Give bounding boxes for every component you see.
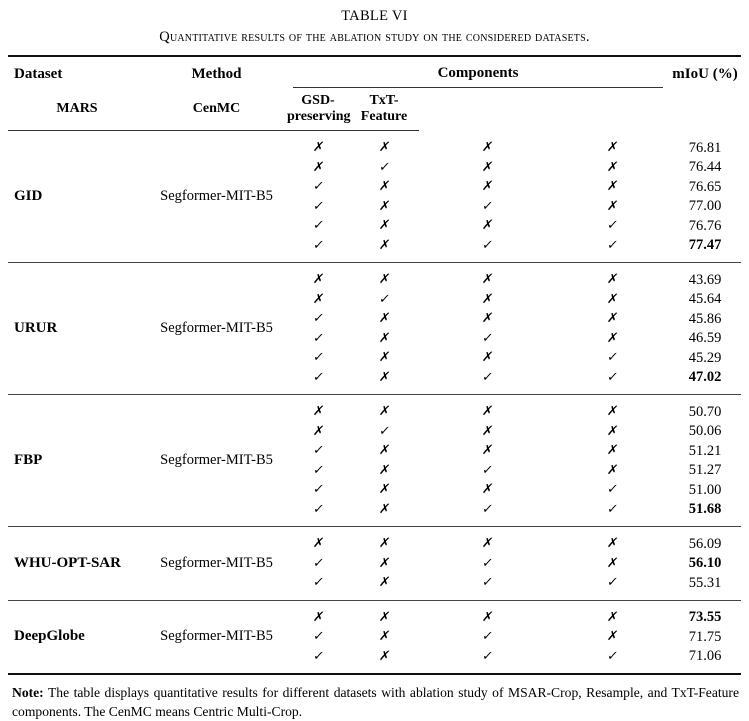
check-icon: ✓ bbox=[605, 218, 620, 233]
component-mark-mars-check bbox=[287, 647, 349, 667]
component-mark-cenmc-cross bbox=[349, 368, 419, 388]
component-mark-txt-feature-check bbox=[556, 573, 669, 593]
header-component-txt-feature: TxT-Feature bbox=[349, 88, 419, 131]
cross-icon: ✗ bbox=[605, 272, 620, 287]
component-mark-cenmc-cross bbox=[349, 236, 419, 256]
component-mark-mars-check bbox=[287, 197, 349, 217]
cross-icon: ✗ bbox=[377, 350, 391, 365]
cross-icon: ✗ bbox=[377, 237, 391, 253]
component-mark-txt-feature-cross bbox=[556, 422, 669, 442]
cross-icon: ✗ bbox=[480, 291, 495, 307]
miou-value: 76.76 bbox=[688, 217, 722, 234]
cross-icon: ✗ bbox=[377, 482, 391, 497]
dataset-name: GID bbox=[14, 188, 43, 204]
component-mark-mars-check bbox=[287, 500, 349, 520]
miou-value: 45.86 bbox=[688, 310, 722, 327]
component-mark-gsd-preserving-cross bbox=[419, 422, 556, 442]
component-mark-mars-cross bbox=[287, 270, 349, 290]
component-mark-cenmc-cross bbox=[349, 197, 419, 217]
cross-icon: ✗ bbox=[605, 462, 620, 478]
cross-icon: ✗ bbox=[480, 179, 495, 194]
component-mark-mars-check bbox=[287, 554, 349, 574]
cross-icon: ✗ bbox=[377, 462, 391, 478]
component-mark-cenmc-cross bbox=[349, 216, 419, 236]
component-mark-gsd-preserving-check bbox=[419, 236, 556, 256]
cross-icon: ✗ bbox=[605, 140, 620, 155]
component-mark-mars-cross bbox=[287, 422, 349, 442]
check-icon: ✓ bbox=[311, 237, 325, 253]
check-icon: ✓ bbox=[480, 629, 495, 644]
section-pad-top bbox=[8, 131, 741, 139]
check-icon: ✓ bbox=[311, 330, 325, 346]
component-mark-gsd-preserving-cross bbox=[419, 158, 556, 178]
cross-icon: ✗ bbox=[311, 609, 325, 625]
component-mark-gsd-preserving-cross bbox=[419, 177, 556, 197]
component-mark-cenmc-cross bbox=[349, 309, 419, 329]
check-icon: ✓ bbox=[480, 369, 495, 385]
cross-icon: ✗ bbox=[311, 140, 325, 155]
component-mark-cenmc-cross bbox=[349, 177, 419, 197]
cross-icon: ✗ bbox=[377, 443, 391, 458]
section-pad-top bbox=[8, 395, 741, 402]
section-pad-bottom bbox=[8, 255, 741, 263]
component-mark-gsd-preserving-cross bbox=[419, 480, 556, 500]
table-row bbox=[8, 608, 741, 628]
component-mark-mars-check bbox=[287, 368, 349, 388]
component-mark-gsd-preserving-check bbox=[419, 627, 556, 647]
component-mark-gsd-preserving-cross bbox=[419, 608, 556, 628]
cross-icon: ✗ bbox=[311, 536, 325, 551]
component-mark-txt-feature-cross bbox=[556, 290, 669, 310]
component-mark-txt-feature-cross bbox=[556, 270, 669, 290]
section-pad-top bbox=[8, 263, 741, 270]
component-mark-gsd-preserving-check bbox=[419, 554, 556, 574]
miou-value: 45.29 bbox=[688, 349, 722, 366]
miou-value: 46.59 bbox=[688, 330, 722, 346]
table-row bbox=[8, 534, 741, 554]
component-mark-gsd-preserving-cross bbox=[419, 441, 556, 461]
component-mark-txt-feature-cross bbox=[556, 554, 669, 574]
cross-icon: ✗ bbox=[377, 369, 391, 385]
cross-icon: ✗ bbox=[605, 423, 620, 439]
component-mark-mars-check bbox=[287, 236, 349, 256]
component-mark-txt-feature-cross bbox=[556, 402, 669, 422]
cross-icon: ✗ bbox=[605, 311, 620, 326]
check-icon: ✓ bbox=[605, 648, 620, 664]
component-mark-gsd-preserving-cross bbox=[419, 309, 556, 329]
dataset-name: URUR bbox=[14, 320, 58, 336]
cross-icon: ✗ bbox=[377, 198, 391, 214]
miou-value: 56.09 bbox=[688, 535, 722, 552]
miou-value: 55.31 bbox=[688, 574, 722, 591]
cross-icon: ✗ bbox=[605, 291, 620, 307]
component-mark-cenmc-cross bbox=[349, 138, 419, 158]
check-icon: ✓ bbox=[311, 575, 325, 590]
component-mark-txt-feature-cross bbox=[556, 197, 669, 217]
cross-icon: ✗ bbox=[377, 629, 391, 644]
cross-icon: ✗ bbox=[605, 404, 620, 419]
dataset-name: FBP bbox=[14, 452, 43, 468]
cross-icon: ✗ bbox=[480, 404, 495, 419]
check-icon: ✓ bbox=[311, 555, 325, 571]
cross-icon: ✗ bbox=[377, 404, 391, 419]
method-name: Segformer-MIT-B5 bbox=[160, 320, 273, 336]
cross-icon: ✗ bbox=[377, 218, 391, 233]
component-mark-cenmc-cross bbox=[349, 534, 419, 554]
component-mark-txt-feature-check bbox=[556, 500, 669, 520]
component-mark-gsd-preserving-cross bbox=[419, 216, 556, 236]
check-icon: ✓ bbox=[480, 555, 495, 571]
component-mark-gsd-preserving-cross bbox=[419, 402, 556, 422]
cross-icon: ✗ bbox=[377, 311, 391, 326]
component-mark-gsd-preserving-check bbox=[419, 197, 556, 217]
table-caption bbox=[0, 0, 749, 48]
miou-value: 47.02 bbox=[688, 369, 722, 385]
cross-icon: ✗ bbox=[480, 423, 495, 439]
cross-icon: ✗ bbox=[605, 555, 620, 571]
component-mark-txt-feature-check bbox=[556, 216, 669, 236]
check-icon: ✓ bbox=[480, 462, 495, 478]
miou-value: 71.75 bbox=[688, 628, 722, 645]
miou-value: 45.64 bbox=[688, 291, 722, 307]
miou-value: 43.69 bbox=[688, 271, 722, 288]
component-mark-cenmc-cross bbox=[349, 627, 419, 647]
component-mark-cenmc-cross bbox=[349, 608, 419, 628]
header-method: Method bbox=[191, 65, 242, 82]
cross-icon: ✗ bbox=[480, 482, 495, 497]
component-mark-gsd-preserving-check bbox=[419, 573, 556, 593]
header-component-cenmc: CenMC bbox=[146, 88, 287, 131]
component-mark-txt-feature-cross bbox=[556, 329, 669, 349]
component-mark-txt-feature-cross bbox=[556, 534, 669, 554]
method-name: Segformer-MIT-B5 bbox=[160, 452, 273, 468]
component-mark-txt-feature-check bbox=[556, 480, 669, 500]
cross-icon: ✗ bbox=[605, 609, 620, 625]
header-component-mars: MARS bbox=[8, 88, 146, 131]
note-label: Note: bbox=[12, 685, 44, 700]
component-mark-txt-feature-check bbox=[556, 647, 669, 667]
component-mark-mars-check bbox=[287, 177, 349, 197]
component-mark-mars-check bbox=[287, 216, 349, 236]
check-icon: ✓ bbox=[605, 369, 620, 385]
dataset-name: WHU-OPT-SAR bbox=[14, 554, 121, 571]
component-mark-txt-feature-cross bbox=[556, 138, 669, 158]
check-icon: ✓ bbox=[311, 311, 325, 326]
component-mark-cenmc-cross bbox=[349, 441, 419, 461]
section-pad-bottom bbox=[8, 666, 741, 674]
cross-icon: ✗ bbox=[605, 179, 620, 194]
component-mark-cenmc-check bbox=[349, 158, 419, 178]
component-mark-mars-cross bbox=[287, 138, 349, 158]
check-icon: ✓ bbox=[311, 501, 325, 517]
check-icon: ✓ bbox=[480, 501, 495, 517]
check-icon: ✓ bbox=[480, 330, 495, 346]
dataset-name: DeepGlobe bbox=[14, 628, 85, 645]
check-icon: ✓ bbox=[377, 291, 391, 307]
check-icon: ✓ bbox=[480, 648, 495, 664]
check-icon: ✓ bbox=[311, 179, 325, 194]
miou-value: 77.00 bbox=[688, 198, 722, 214]
cross-icon: ✗ bbox=[311, 404, 325, 419]
cross-icon: ✗ bbox=[377, 179, 391, 194]
miou-value: 76.44 bbox=[688, 159, 722, 175]
check-icon: ✓ bbox=[377, 159, 391, 175]
component-mark-mars-check bbox=[287, 309, 349, 329]
cross-icon: ✗ bbox=[480, 218, 495, 233]
miou-value: 56.10 bbox=[688, 555, 722, 571]
section-pad-bottom bbox=[8, 519, 741, 527]
cross-icon: ✗ bbox=[605, 330, 620, 346]
cross-icon: ✗ bbox=[377, 140, 391, 155]
component-mark-txt-feature-check bbox=[556, 368, 669, 388]
component-mark-mars-cross bbox=[287, 402, 349, 422]
method-name: Segformer-MIT-B5 bbox=[160, 554, 273, 571]
component-mark-mars-check bbox=[287, 480, 349, 500]
check-icon: ✓ bbox=[605, 350, 620, 365]
component-mark-mars-cross bbox=[287, 290, 349, 310]
rule-bottom bbox=[8, 674, 741, 675]
component-mark-txt-feature-cross bbox=[556, 441, 669, 461]
cross-icon: ✗ bbox=[377, 501, 391, 517]
miou-value: 51.27 bbox=[688, 462, 722, 478]
component-mark-cenmc-cross bbox=[349, 348, 419, 368]
miou-value: 77.47 bbox=[688, 237, 722, 253]
component-mark-cenmc-check bbox=[349, 290, 419, 310]
component-mark-mars-check bbox=[287, 441, 349, 461]
component-mark-cenmc-cross bbox=[349, 500, 419, 520]
component-mark-cenmc-check bbox=[349, 422, 419, 442]
check-icon: ✓ bbox=[480, 198, 495, 214]
miou-value: 71.06 bbox=[688, 648, 722, 664]
cross-icon: ✗ bbox=[480, 609, 495, 625]
component-mark-mars-cross bbox=[287, 158, 349, 178]
check-icon: ✓ bbox=[605, 501, 620, 517]
check-icon: ✓ bbox=[605, 482, 620, 497]
method-name: Segformer-MIT-B5 bbox=[160, 188, 273, 204]
check-icon: ✓ bbox=[605, 575, 620, 590]
cross-icon: ✗ bbox=[377, 330, 391, 346]
miou-value: 50.06 bbox=[688, 423, 722, 439]
cross-icon: ✗ bbox=[480, 140, 495, 155]
component-mark-cenmc-cross bbox=[349, 402, 419, 422]
cross-icon: ✗ bbox=[605, 443, 620, 458]
component-mark-mars-check bbox=[287, 627, 349, 647]
check-icon: ✓ bbox=[311, 350, 325, 365]
component-mark-txt-feature-check bbox=[556, 236, 669, 256]
component-mark-txt-feature-cross bbox=[556, 309, 669, 329]
cross-icon: ✗ bbox=[605, 629, 620, 644]
component-mark-gsd-preserving-cross bbox=[419, 534, 556, 554]
cross-icon: ✗ bbox=[377, 648, 391, 664]
component-mark-txt-feature-cross bbox=[556, 608, 669, 628]
cross-icon: ✗ bbox=[311, 272, 325, 287]
note-text: The table displays quantitative results for different datasets with ablation study of MSAR-Crop, Resample, and TxT-Feature components. The CenMC means Centric Multi-Crop. bbox=[12, 685, 739, 719]
table-number: TABLE VI bbox=[341, 8, 408, 24]
miou-value: 51.21 bbox=[688, 442, 722, 459]
cross-icon: ✗ bbox=[480, 536, 495, 551]
component-mark-cenmc-cross bbox=[349, 573, 419, 593]
section-pad-top bbox=[8, 601, 741, 608]
cross-icon: ✗ bbox=[480, 311, 495, 326]
cross-icon: ✗ bbox=[480, 272, 495, 287]
check-icon: ✓ bbox=[311, 443, 325, 458]
component-mark-cenmc-cross bbox=[349, 554, 419, 574]
component-mark-gsd-preserving-check bbox=[419, 368, 556, 388]
component-mark-gsd-preserving-cross bbox=[419, 290, 556, 310]
component-mark-cenmc-cross bbox=[349, 329, 419, 349]
component-mark-txt-feature-cross bbox=[556, 627, 669, 647]
component-mark-txt-feature-cross bbox=[556, 177, 669, 197]
component-mark-gsd-preserving-check bbox=[419, 329, 556, 349]
component-mark-mars-check bbox=[287, 573, 349, 593]
check-icon: ✓ bbox=[311, 369, 325, 385]
cross-icon: ✗ bbox=[377, 575, 391, 590]
cross-icon: ✗ bbox=[480, 159, 495, 175]
table-row bbox=[8, 270, 741, 290]
component-mark-mars-check bbox=[287, 461, 349, 481]
check-icon: ✓ bbox=[311, 648, 325, 664]
header-components: Components bbox=[437, 65, 519, 81]
miou-value: 51.68 bbox=[688, 501, 722, 517]
cross-icon: ✗ bbox=[605, 536, 620, 551]
component-mark-gsd-preserving-cross bbox=[419, 138, 556, 158]
miou-value: 76.81 bbox=[688, 139, 722, 156]
miou-value: 50.70 bbox=[688, 403, 722, 420]
miou-value: 51.00 bbox=[688, 481, 722, 498]
cross-icon: ✗ bbox=[480, 443, 495, 458]
component-mark-cenmc-cross bbox=[349, 480, 419, 500]
cross-icon: ✗ bbox=[605, 159, 620, 175]
check-icon: ✓ bbox=[311, 482, 325, 497]
component-mark-gsd-preserving-cross bbox=[419, 348, 556, 368]
section-pad-top bbox=[8, 527, 741, 534]
table-row bbox=[8, 138, 741, 158]
section-pad-bottom bbox=[8, 593, 741, 601]
component-mark-mars-cross bbox=[287, 608, 349, 628]
cross-icon: ✗ bbox=[311, 159, 325, 175]
check-icon: ✓ bbox=[480, 237, 495, 253]
check-icon: ✓ bbox=[605, 237, 620, 253]
component-mark-mars-check bbox=[287, 348, 349, 368]
check-icon: ✓ bbox=[311, 629, 325, 644]
header-component-gsd-preserving: GSD-preserving bbox=[287, 88, 349, 131]
component-mark-cenmc-cross bbox=[349, 270, 419, 290]
check-icon: ✓ bbox=[311, 198, 325, 214]
check-icon: ✓ bbox=[377, 423, 391, 439]
table-title: Quantitative results of the ablation study on the considered datasets. bbox=[159, 29, 590, 45]
component-mark-gsd-preserving-cross bbox=[419, 270, 556, 290]
component-mark-txt-feature-check bbox=[556, 348, 669, 368]
component-mark-txt-feature-cross bbox=[556, 461, 669, 481]
check-icon: ✓ bbox=[311, 462, 325, 478]
component-mark-cenmc-cross bbox=[349, 647, 419, 667]
component-mark-mars-cross bbox=[287, 534, 349, 554]
cross-icon: ✗ bbox=[377, 272, 391, 287]
cross-icon: ✗ bbox=[480, 350, 495, 365]
component-mark-txt-feature-cross bbox=[556, 158, 669, 178]
cross-icon: ✗ bbox=[377, 609, 391, 625]
cross-icon: ✗ bbox=[377, 536, 391, 551]
check-icon: ✓ bbox=[311, 218, 325, 233]
check-icon: ✓ bbox=[480, 575, 495, 590]
ablation-results-table bbox=[8, 55, 741, 675]
miou-value: 76.65 bbox=[688, 178, 722, 195]
component-mark-gsd-preserving-check bbox=[419, 461, 556, 481]
table-row bbox=[8, 402, 741, 422]
cross-icon: ✗ bbox=[311, 291, 325, 307]
cross-icon: ✗ bbox=[605, 198, 620, 214]
header-miou: mIoU (%) bbox=[672, 65, 738, 82]
component-mark-mars-check bbox=[287, 329, 349, 349]
method-name: Segformer-MIT-B5 bbox=[160, 628, 273, 645]
rule-components bbox=[287, 87, 669, 88]
section-pad-bottom bbox=[8, 387, 741, 395]
cross-icon: ✗ bbox=[377, 555, 391, 571]
component-mark-gsd-preserving-check bbox=[419, 647, 556, 667]
miou-value: 73.55 bbox=[688, 609, 722, 625]
component-mark-cenmc-cross bbox=[349, 461, 419, 481]
cross-icon: ✗ bbox=[311, 423, 325, 439]
header-dataset: Dataset bbox=[14, 65, 63, 82]
component-mark-gsd-preserving-check bbox=[419, 500, 556, 520]
table-note bbox=[12, 684, 739, 721]
table-container bbox=[0, 55, 749, 675]
